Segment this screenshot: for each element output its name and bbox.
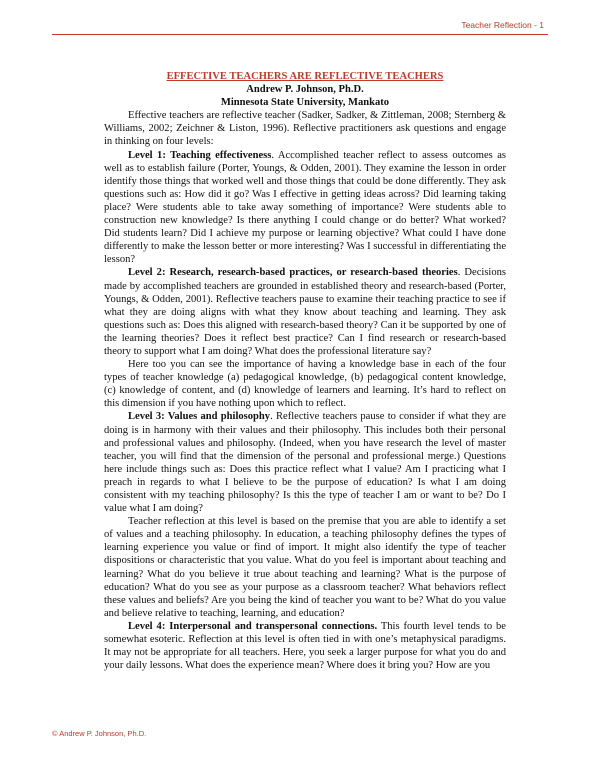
- level-3-paragraph: [104, 410, 506, 515]
- copyright-footer: © Andrew P. Johnson, Ph.D.: [52, 729, 147, 738]
- level-2-heading: Level 2: Research, research-based practices, or research-based theories: [128, 267, 458, 279]
- level-1-body: . Accomplished teacher reflect to assess outcomes as well as to establish failure (Porter, Youngs, & Odden, 2001). They examine the lesson in order identify those things that worked well and those things that could be done differently. They ask questions such as: How did it go? Was I effective in getting ideas across? Did learning taking place? Were students able to take away something of importance? Were students able to construction new knowledge? Is there anything I could change or do better? What worked? Did students learn? Did I achieve my purpose or learning objective? What could I have done differently to make the lesson better or more interesting? Was I successful in differentiating the lesson?: [104, 149, 506, 266]
- level-4-heading: Level 4: Interpersonal and transpersonal connections.: [128, 620, 378, 632]
- header-divider: [52, 34, 548, 35]
- level-2-body: . Decisions made by accomplished teachers are grounded in established theory and research-based (Porter, Youngs, & Odden, 2001). Reflective teachers pause to examine their teaching practice to see if what they are doing aligns with what they know about teaching and learning. They ask questions such as: Does this aligned with research-based theory? Can it be supported by one of the learning theories? Does it reflect best practice? Can I find research or research-based theory to support what I am doing? What does the professional literature say?: [104, 267, 507, 357]
- philosophy-paragraph: Teacher reflection at this level is based on the premise that you are able to identify a set of values and a teaching philosophy. In education, a teaching philosophy defines the types of learning experience you value or find of import. It might also identify the type of teacher dispositions or characteristic that you value. What do you feel is important about teaching and learning? What do you believe it true about teaching and learning? What is the purpose of education? What do you see as your purpose as a classroom teacher? What behaviors reflect these values and beliefs? Are you being the kind of teacher you want to be? What do you value and believe relative to teaching, learning, and education?: [104, 516, 506, 619]
- author-affiliation: Minnesota State University, Mankato: [220, 97, 390, 109]
- level-4-paragraph: [104, 620, 506, 672]
- level-1-heading: Level 1: Teaching effectiveness: [128, 149, 272, 161]
- level-1-paragraph: [104, 149, 506, 267]
- level-4-body: This fourth level tends to be somewhat esoteric. Reflection at this level is often tied in with one’s metaphysical paradigms. It may not be appropriate for all teachers. Here, you seek a larger purpose for what you do and your daily lessons. What does the experience mean? Where does it bring you? How are you: [104, 620, 506, 672]
- document-title: EFFECTIVE TEACHERS ARE REFLECTIVE TEACHERS: [166, 71, 444, 82]
- level-3-heading: Level 3: Values and philosophy: [128, 411, 271, 423]
- author-name: Andrew P. Johnson, Ph.D.: [246, 84, 364, 96]
- level-3-body: . Reflective teachers pause to consider if what they are doing is in harmony with their values and their philosophy. This includes both their personal and professional values and philosophy. (Indeed, when you have research the level of master teacher, you will find that the dimension of the personal and professional merge.) Questions here include things such as: Does this practice reflect what I value? Am I practicing what I preach in regards to what I believe to be the purpose of education? Is what I am doing consistent with my teaching philosophy? Is this the type of teacher I am or want to be? Do I value what I am doing?: [104, 411, 506, 515]
- intro-paragraph: Effective teachers are reflective teacher (Sadker, Sadker, & Zittleman, 2008; Sternberg & Williams, 2002; Zeichner & Liston, 1996). Reflective practitioners ask questions and engage in thinking on four levels:: [104, 110, 506, 148]
- running-header: Teacher Reflection - 1: [461, 20, 544, 30]
- knowledge-paragraph: Here too you can see the importance of having a knowledge base in each of the four types of teacher knowledge (a) pedagogical knowledge, (b) pedagogical content knowledge, (c) knowledge of content, and (d) knowledge of learners and learning. It’s hard to reflect on this dimension if you have nothing upon which to reflect.: [104, 359, 506, 410]
- level-2-paragraph: [104, 266, 506, 358]
- document-body: [104, 70, 506, 672]
